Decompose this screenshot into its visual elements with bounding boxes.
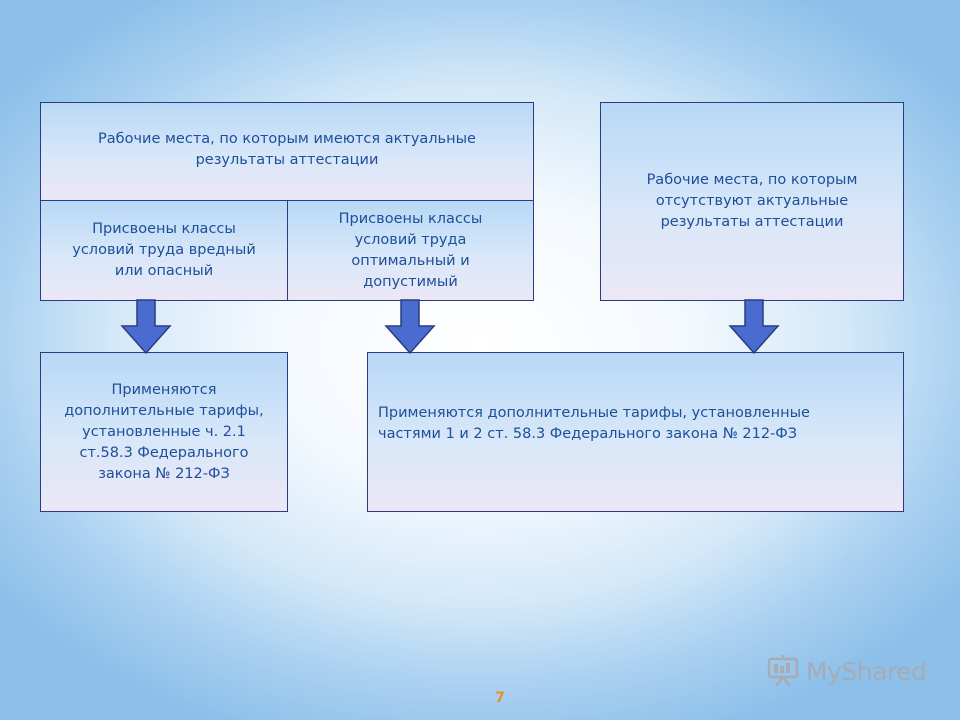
box-tariff-article-2-1 xyxy=(40,352,288,512)
box-harmful-classes xyxy=(40,200,288,301)
down-arrow-icon xyxy=(120,299,172,355)
down-arrow-icon xyxy=(384,299,436,355)
box-tariff-article-2-1-label: Применяются дополнительные тарифы, установленные ч. 2.1 ст.58.3 Федерального закона № 212-ФЗ xyxy=(64,381,264,482)
box-optimal-classes-label: Присвоены классы условий труда оптимальный и допустимый xyxy=(338,210,483,290)
box-harmful-classes-label: Присвоены классы условий труда вредный или опасный xyxy=(72,221,256,279)
box-optimal-classes xyxy=(287,200,534,301)
box-tariff-parts-1-2-label: Применяются дополнительные тарифы, установленные частями 1 и 2 ст. 58.3 Федерального закона № 212-ФЗ xyxy=(378,405,810,442)
presentation-board-icon xyxy=(766,654,800,688)
box-absent-certification-label: Рабочие места, по которым отсутствуют актуальные результаты аттестации xyxy=(646,172,858,230)
box-existing-certification-label: Рабочие места, по которым имеются актуальные результаты аттестации xyxy=(98,131,476,168)
logo-text: MyShared xyxy=(806,656,927,686)
box-existing-certification xyxy=(40,102,534,202)
box-tariff-parts-1-2 xyxy=(367,352,904,512)
site-logo xyxy=(766,654,926,688)
box-absent-certification xyxy=(600,102,904,301)
page-number: 7 xyxy=(495,690,505,706)
down-arrow-icon xyxy=(728,299,780,355)
